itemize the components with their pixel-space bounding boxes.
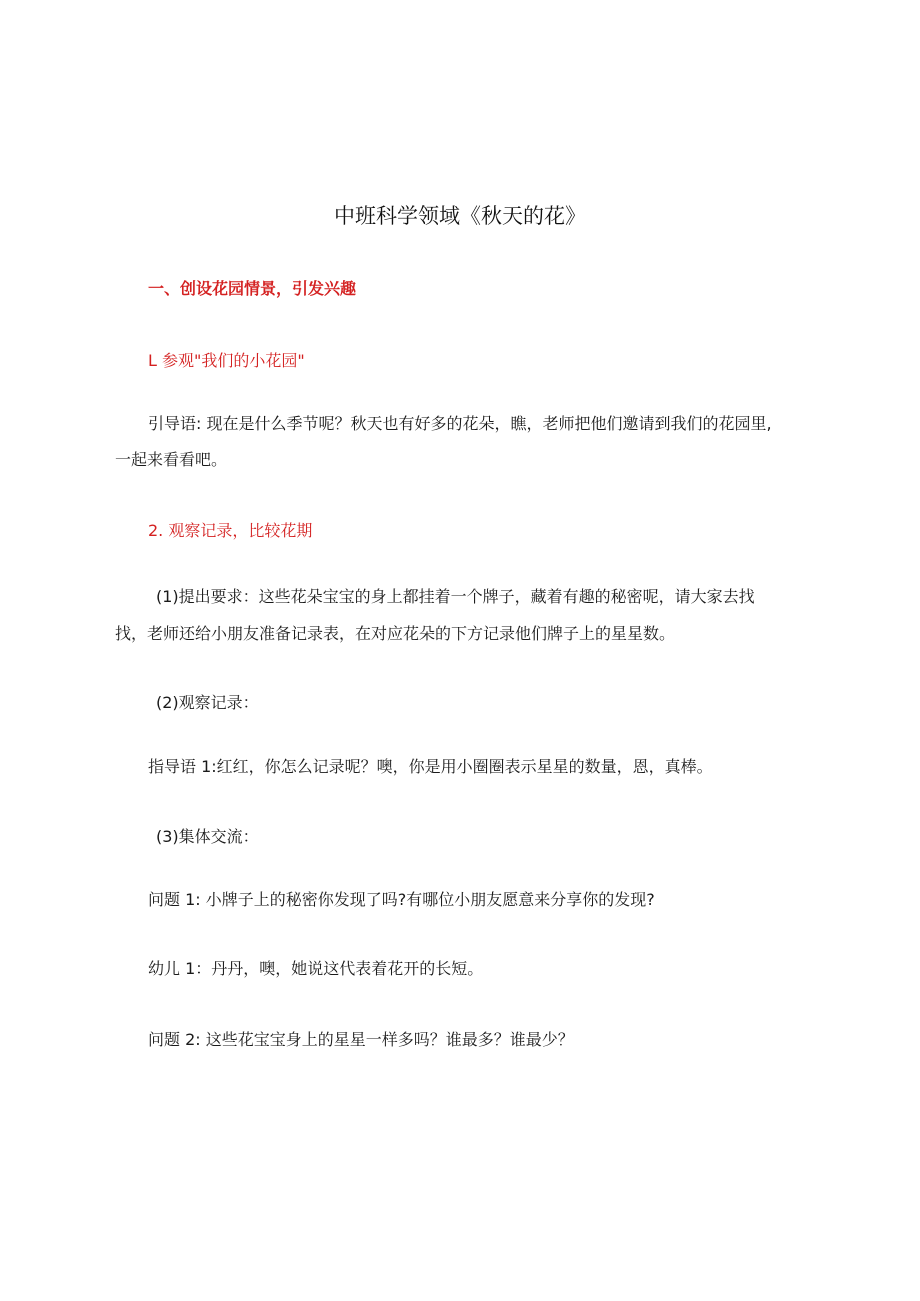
guide-text-line-1: 引导语: 现在是什么季节呢？秋天也有好多的花朵，瞧，老师把他们邀请到我们的花园里, <box>148 414 772 433</box>
question-1: 问题 1: 小牌子上的秘密你发现了吗?有哪位小朋友愿意来分享你的发现? <box>148 890 655 909</box>
observe-label: (2)观察记录： <box>156 693 259 712</box>
guide-text-line-2: 一起来看看吧。 <box>115 450 228 469</box>
child-answer-1: 幼儿 1：丹丹，噢，她说这代表着花开的长短。 <box>148 959 484 978</box>
requirement-line-1: (1)提出要求：这些花朵宝宝的身上都挂着一个牌子，藏着有趣的秘密呢，请大家去找 <box>156 587 755 606</box>
page-title: 中班科学领域《秋天的花》 <box>334 204 586 228</box>
exchange-label: (3)集体交流： <box>156 827 259 846</box>
instruction-1: 指导语 1:红红，你怎么记录呢？噢，你是用小圈圈表示星星的数量，恩，真棒。 <box>148 757 713 776</box>
requirement-line-2: 找，老师还给小朋友准备记录表，在对应花朵的下方记录他们牌子上的星星数。 <box>115 624 676 643</box>
subheading-visit-garden: L 参观"我们的小花园" <box>148 351 305 370</box>
section-heading-1: 一、创设花园情景，引发兴趣 <box>148 279 357 298</box>
subheading-observe-record: 2. 观察记录，比较花期 <box>148 521 313 540</box>
question-2: 问题 2: 这些花宝宝身上的星星一样多吗？谁最多？谁最少？ <box>148 1030 574 1049</box>
